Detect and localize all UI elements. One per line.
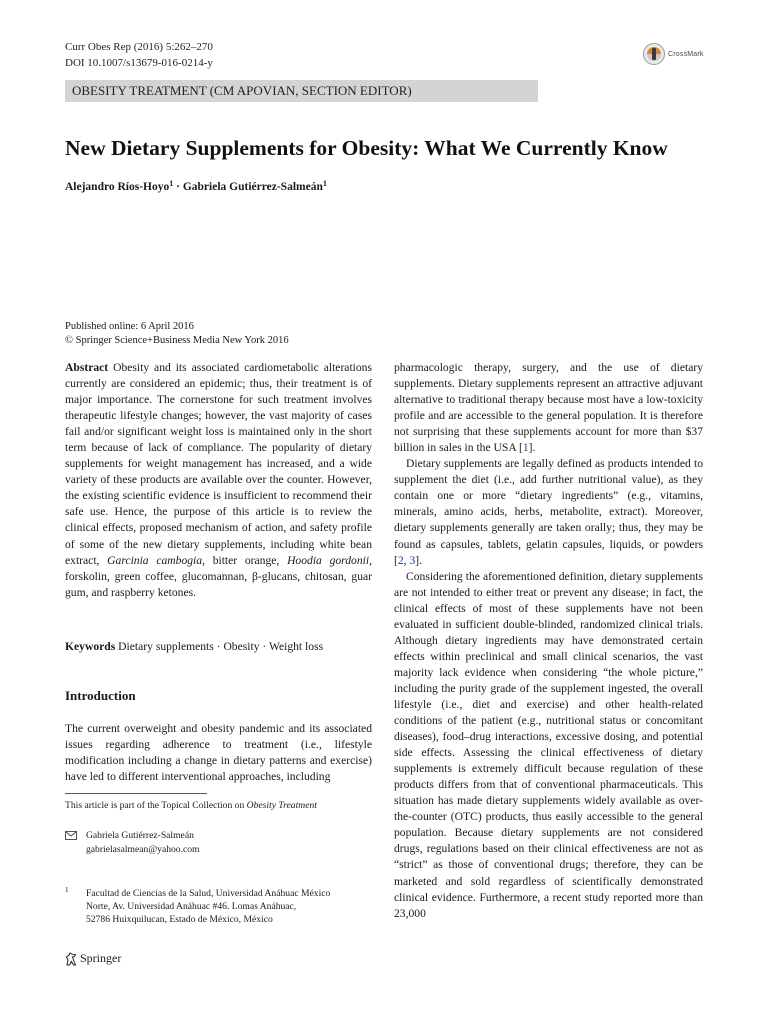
article-title: New Dietary Supplements for Obesity: What We Currently Know [65,136,668,160]
affiliation-number: 1 [65,886,69,894]
contact-email[interactable]: gabrielasalmean@yahoo.com [86,843,200,855]
topical-collection-note [65,800,317,811]
paragraph: Considering the aforementioned definition, dietary supplements are not intended to either treat or prevent any disease; in fact, the clinical effects of most of these supplements have not been evaluated in sufficient double-blinded, randomized clinical trials. Although dietary ingredients may have demonstrated certain effects within preclinical and small clinical scenarios, the vast majority lack evidence when considering “the whole picture,” including the purity grade of the supplement ingested, the overall lifestyle (i.e., diet and exercise) and other health-related conditions of the patient (e.g., nutritional status or concomitant diseases), food–drug interactions, excessive dosing, and potential side effects. Assessing the clinical effectiveness of dietary supplements is extremely difficult because regulation of these products differs from that of conventional pharmaceuticals. This situation has made dietary supplements widely available as over-the-counter (OTC) products, thus easily accessible to the general population. Because dietary supplements are not considered drugs, regulations based on their clinical effectiveness are not as “strict” as those of conventional drugs; therefore, they can be marketed and sold regardless of scientifically demonstrated clinical evidence. Furthermore, a recent study reported more than 23,000 [394,569,703,920]
citation-link[interactable]: 3 [409,553,416,567]
affiliation-line: 52786 Huixquilucan, Estado de México, México [86,913,273,925]
paragraph-text: Dietary supplements are legally defined as products intended to supplement the diet (i.e., add further nutritional value), as they contain one or more “dietary ingredients” (e.g., vitamins, minerals, amino acids, herbs, metabolite, extract). Moreover, dietary supplements generally are taken orally; thus, they may be found as capsules, tablets, gelatin capsules, liquids, or powders [ [394,457,703,567]
abstract-text: , forskolin, green coffee, glucomannan, β-glucans, chitosan, guar gum, and raspberry ketones. [65,553,372,599]
introduction-text: The current overweight and obesity pandemic and its associated issues regarding adherence to treatment (i.e., lifestyle modification including a change in dietary patterns and exercise) have led to different interventional approaches, including [65,722,372,784]
abstract-italic-term: Garcinia cambogia [107,553,203,567]
citation-link[interactable]: 1 [522,441,529,455]
keywords-text: Dietary supplements · Obesity · Weight loss [118,640,324,653]
envelope-icon [65,831,77,840]
paragraph-text: pharmacologic therapy, surgery, and the use of dietary supplements. Dietary supplements represent an attractive adjuvant alternative to traditional therapy because most have a low-toxicity profile and are accessible to the general population. It is therefore not surprising that these supplements account for more than $37 billion in sales in the USA [ [394,361,703,455]
journal-citation: Curr Obes Rep (2016) 5:262–270 [65,41,213,53]
abstract-label: Abstract [65,361,109,374]
copyright-line: © Springer Science+Business Media New York 2016 [65,335,289,346]
abstract-italic-term: Hoodia gordonii [287,553,370,567]
collection-prefix: This article is part of the Topical Collection on [65,800,247,811]
paragraph-text: ]. [415,553,423,567]
abstract-text: , bitter orange, [202,553,288,567]
keywords-label: Keywords [65,640,116,653]
paragraph-text: ]. [528,441,536,455]
abstract [65,360,372,601]
citation-separator: , [403,553,410,567]
author-list [65,179,327,193]
publisher-name: Springer [80,951,122,965]
keywords [65,639,375,655]
springer-horse-icon [65,952,77,966]
springer-logo [65,951,121,966]
doi[interactable]: DOI 10.1007/s13679-016-0214-y [65,57,213,69]
body-right-column [394,360,703,922]
affiliation [86,888,330,926]
affiliation-line: Facultad de Ciencias de la Salud, Universidad Anáhuac México [86,888,331,899]
affiliation-line: Norte, Av. Universidad Anáhuac #46. Lomas Anáhuac, [86,900,297,912]
collection-name[interactable]: Obesity Treatment [246,800,317,811]
corresponding-author [86,829,200,856]
paragraph [394,456,703,568]
crossmark-icon [643,42,665,66]
section-banner: OBESITY TREATMENT (CM APOVIAN, SECTION EDITOR) [65,80,538,102]
author-name[interactable]: Alejandro Ríos-Hoyo [65,181,170,193]
contact-name: Gabriela Gutiérrez-Salmeán [86,830,194,841]
abstract-text: Obesity and its associated cardiometabolic alterations currently are considered an epidemic; thus, their treatment is of major importance. The cornerstone for such treatment involves therapeutic lifestyle changes; however, the vast majority of cases fail and/or significant weight loss is maintained only in the short term because of lack of compliance. The popularity of dietary supplements for weight management has increased, and a wide variety of these products are available over the counter. However, the existing scientific evidence is insufficient to recommend their safe use. Hence, the purpose of this article is to review the clinical effects, proposed mechanism of action, and safety profile of some of the new dietary supplements, including white bean extract, [65,361,372,567]
introduction-heading: Introduction [65,688,136,703]
footnote-divider [65,793,207,794]
crossmark-label: CrossMark [668,50,704,58]
affiliation-marker: 1 [322,179,327,188]
author-name[interactable]: Gabriela Gutiérrez-Salmeán [182,181,323,193]
affiliation-marker: 1 [169,179,174,188]
crossmark-badge[interactable] [643,41,733,67]
author-separator: · [173,181,183,193]
paragraph [394,360,703,456]
published-date: Published online: 6 April 2016 [65,321,194,332]
citation-link[interactable]: 2 [397,553,404,567]
